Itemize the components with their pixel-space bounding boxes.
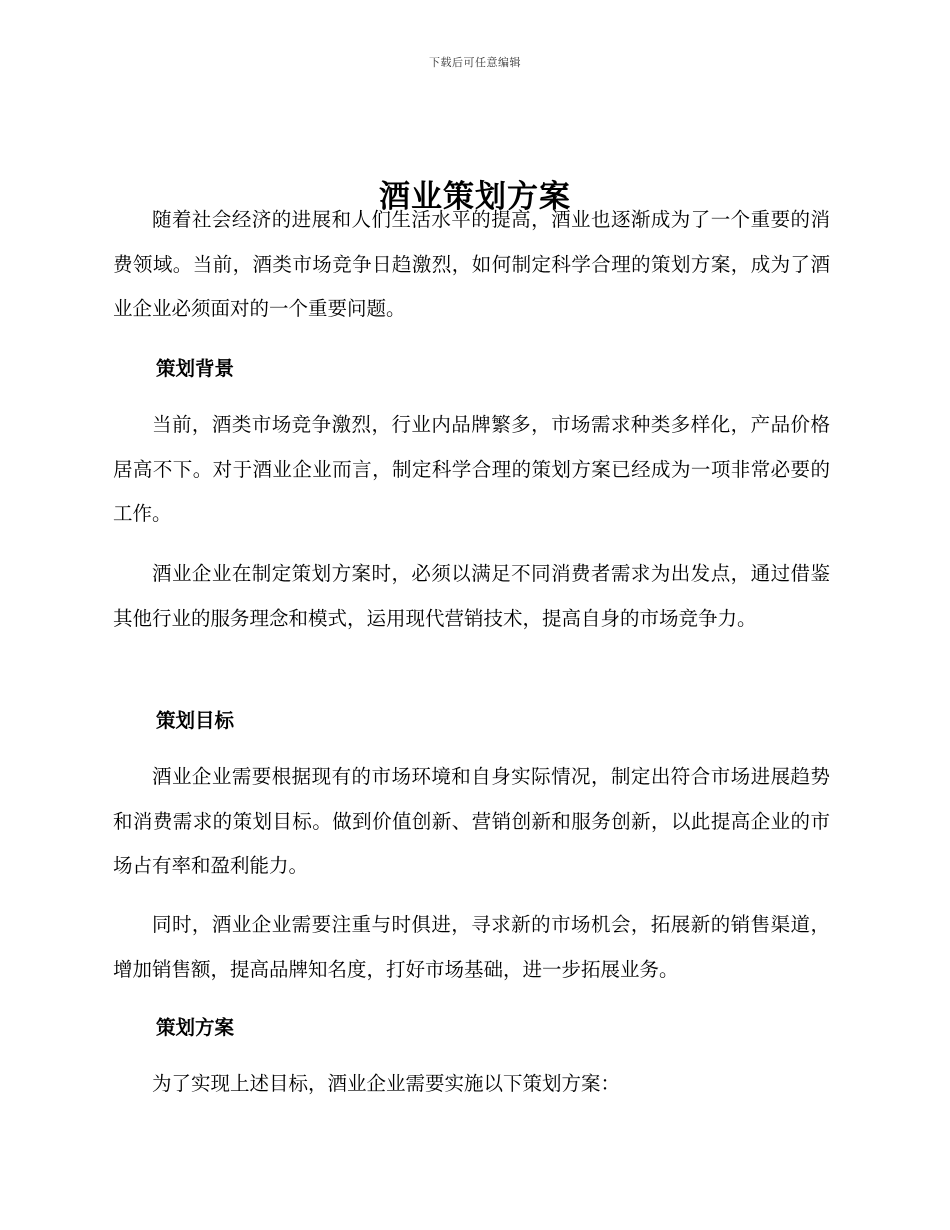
- plan-paragraph-1: 为了实现上述目标，酒业企业需要实施以下策划方案：: [152, 1072, 621, 1095]
- goals-paragraph-2: 同时，酒业企业需要注重与时俱进，寻求新的市场机会，拓展新的销售渠道，增加销售额，提高品牌知名度，打好市场基础，进一步拓展业务。: [113, 913, 830, 981]
- intro-paragraph: 随着社会经济的进展和人们生活水平的提高，酒业也逐渐成为了一个重要的消费领域。当前，酒类市场竞争日趋激烈，如何制定科学合理的策划方案，成为了酒业企业必须面对的一个重要问题。: [113, 208, 830, 320]
- page-header: 下载后可任意编辑: [429, 56, 521, 69]
- background-paragraph-1: 当前，酒类市场竞争激烈，行业内品牌繁多，市场需求种类多样化，产品价格居高不下。对于酒业企业而言，制定科学合理的策划方案已经成为一项非常必要的工作。: [113, 413, 830, 525]
- document-title: 酒业策划方案: [379, 178, 571, 215]
- section-heading-plan: 策划方案: [156, 1016, 235, 1039]
- goals-paragraph-1: 酒业企业需要根据现有的市场环境和自身实际情况，制定出符合市场进展趋势和消费需求的策划目标。做到价值创新、营销创新和服务创新，以此提高企业的市场占有率和盈利能力。: [113, 765, 830, 877]
- background-paragraph-2: 酒业企业在制定策划方案时，必须以满足不同消费者需求为出发点，通过借鉴其他行业的服务理念和模式，运用现代营销技术，提高自身的市场竞争力。: [113, 562, 830, 630]
- section-heading-goals: 策划目标: [156, 709, 235, 732]
- section-heading-background: 策划背景: [156, 357, 235, 380]
